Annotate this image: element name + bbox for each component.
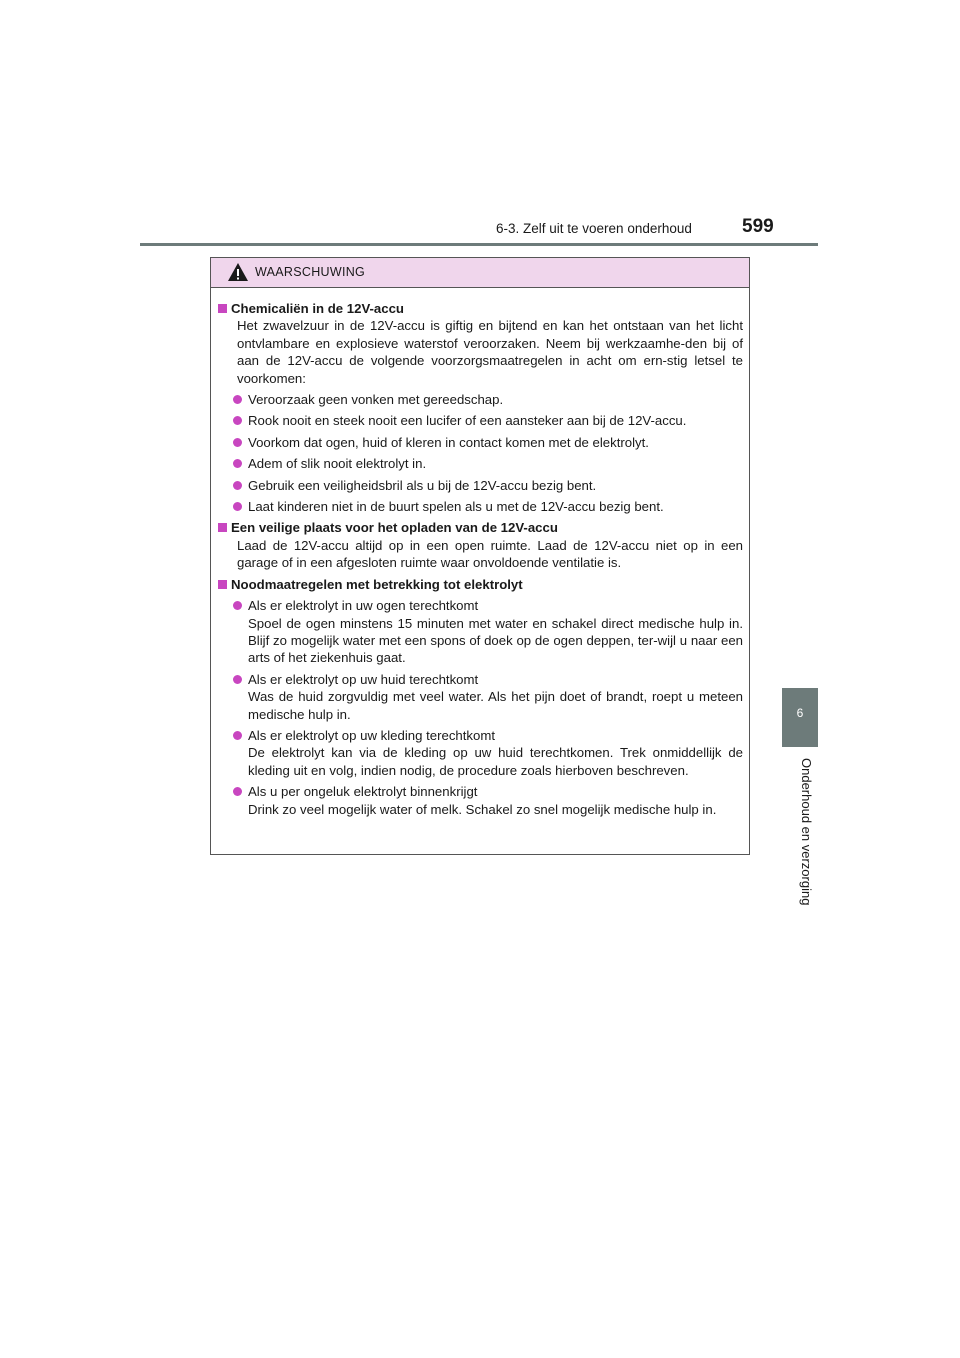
- list-item: Als u per ongeluk elektrolyt binnenkrijgt Drink zo veel mogelijk water of melk. Schakel zo snel mogelijk medische hulp in.: [233, 783, 743, 818]
- section-charging-location: [217, 519, 743, 571]
- list-item: Als er elektrolyt in uw ogen terechtkomt Spoel de ogen minstens 15 minuten met water en schakel direct medische hulp in. Blijf zo mogelijk water met een spons of doek op de ogen deppen, ter-wijl u naar een arts of het ziekenhuis gaat.: [233, 597, 743, 667]
- section-title: 6-3. Zelf uit te voeren onderhoud: [496, 221, 692, 236]
- circle-bullet-icon: [233, 438, 242, 447]
- list-item: Adem of slik nooit elektrolyt in.: [233, 455, 743, 472]
- list-item: Rook nooit en steek nooit een lucifer of een aansteker aan bij de 12V-accu.: [233, 412, 743, 429]
- circle-bullet-icon: [233, 731, 242, 740]
- warning-box: [210, 257, 750, 855]
- warning-header: [211, 258, 749, 288]
- chapter-tab: 6: [782, 688, 818, 747]
- section-body: Het zwavelzuur in de 12V-accu is giftig en bijtend en kan het ontstaan van het licht ontvlambare en explosieve waterstof veroorzaken. Neem bij werkzaamhe-den bij of aan de 12V-accu de volgende voorzorgsmaatregelen in acht om ern-stig letsel te voorkomen:: [237, 318, 743, 386]
- square-bullet-icon: [218, 580, 227, 589]
- section-heading: Noodmaatregelen met betrekking tot elektrolyt: [217, 576, 743, 593]
- header-rule: [140, 243, 818, 246]
- chapter-label: Onderhoud en verzorging: [799, 758, 814, 906]
- circle-bullet-icon: [233, 787, 242, 796]
- circle-bullet-icon: [233, 481, 242, 490]
- list-item: Als er elektrolyt op uw kleding terechtkomt De elektrolyt kan via de kleding op uw huid terechtkomen. Trek onmiddellijk de kleding uit en volg, indien nodig, de procedure zoals hierboven beschreven.: [233, 727, 743, 779]
- section-body: Laad de 12V-accu altijd op in een open ruimte. Laad de 12V-accu niet op in een garage of in een afgesloten ruimte waar onvoldoende ventilatie is.: [237, 537, 743, 571]
- list-item: Voorkom dat ogen, huid of kleren in contact komen met de elektrolyt.: [233, 434, 743, 451]
- page-number: 599: [742, 216, 774, 237]
- warning-content: [211, 288, 749, 818]
- circle-bullet-icon: [233, 601, 242, 610]
- square-bullet-icon: [218, 523, 227, 532]
- circle-bullet-icon: [233, 675, 242, 684]
- section-heading: Een veilige plaats voor het opladen van de 12V-accu: [217, 519, 743, 536]
- list-item: Veroorzaak geen vonken met gereedschap.: [233, 391, 743, 408]
- square-bullet-icon: [218, 304, 227, 313]
- list-item: Gebruik een veiligheidsbril als u bij de 12V-accu bezig bent.: [233, 477, 743, 494]
- circle-bullet-icon: [233, 416, 242, 425]
- section-emergency: [217, 576, 743, 818]
- circle-bullet-icon: [233, 459, 242, 468]
- list-item: Laat kinderen niet in de buurt spelen als u met de 12V-accu bezig bent.: [233, 498, 743, 515]
- section-heading: Chemicaliën in de 12V-accu: [217, 300, 743, 317]
- circle-bullet-icon: [233, 502, 242, 511]
- warning-title: WAARSCHUWING: [255, 265, 366, 279]
- circle-bullet-icon: [233, 395, 242, 404]
- warning-triangle-icon: [227, 262, 249, 282]
- list-item: Als er elektrolyt op uw huid terechtkomt Was de huid zorgvuldig met veel water. Als het pijn doet of brandt, roept u meteen medische hulp in.: [233, 671, 743, 723]
- section-chemicals: [217, 300, 743, 515]
